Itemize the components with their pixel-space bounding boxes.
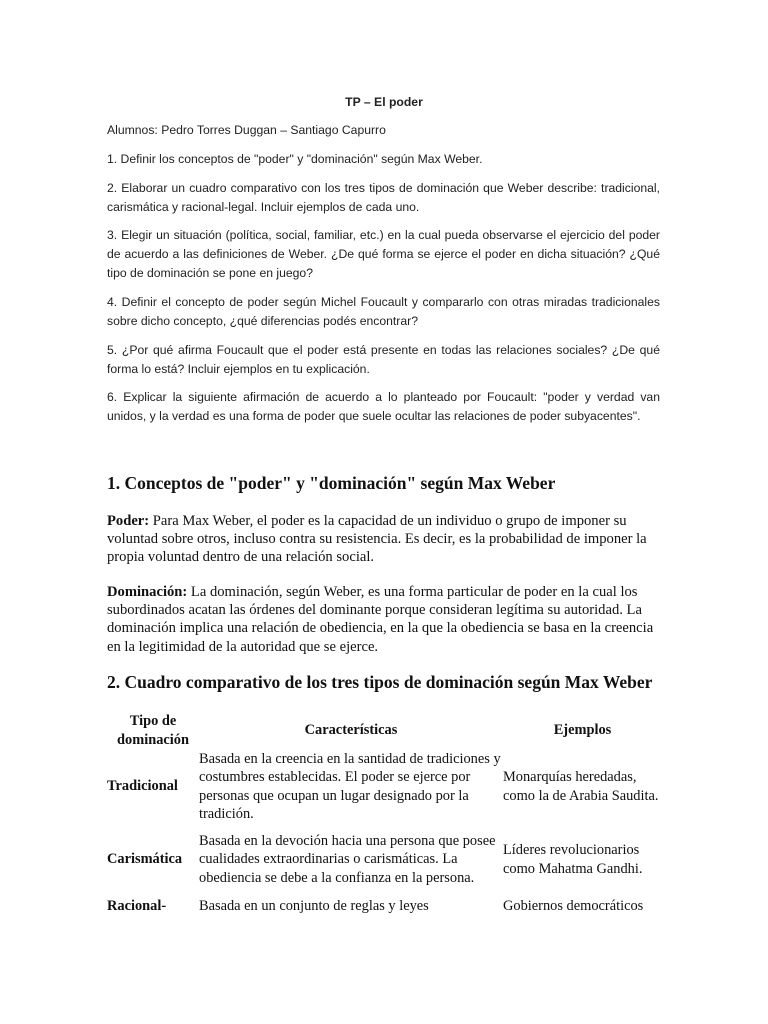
header-type: Tipo de dominación [117, 713, 189, 748]
dominacion-text: La dominación, según Weber, es una forma particular de poder en la cual los subordinados acatan las órdenes del dominante porque consideran legítima su autoridad. La dominación implica una relación de obediencia, en la que la obediencia se basa en la creencia en la legitimidad de la autoridad que se ejerce. [107, 584, 654, 655]
question-3: 3. Elegir un situación (política, social, familiar, etc.) en la cual pueda observarse el ejercicio del poder de acuerdo a las definiciones de Weber. ¿De qué forma se ejerce el poder en dicha situación? ¿Qué tipo de dominación se pone en juego? [107, 228, 660, 280]
document-title: TP – El poder [345, 95, 423, 109]
row-type: Racional- [107, 897, 167, 914]
students-line: Alumnos: Pedro Torres Duggan – Santiago Capurro [107, 123, 386, 137]
row-examples: Monarquías heredadas, como la de Arabia Saudita. [503, 769, 659, 804]
section-2-heading: 2. Cuadro comparativo de los tres tipos de dominación según Max Weber [107, 672, 653, 692]
section-1-heading: 1. Conceptos de "poder" y "dominación" según Max Weber [107, 473, 556, 493]
domination-comparison-table [107, 711, 662, 916]
question-1: 1. Definir los conceptos de "poder" y "dominación" según Max Weber. [107, 152, 483, 166]
table-row [107, 823, 662, 896]
row-features: Basada en la devoción hacia una persona que posee cualidades extraordinarias o carismáticas. La obediencia se debe a la confianza en la persona. [199, 833, 496, 886]
header-examples: Ejemplos [553, 722, 612, 739]
row-examples: Líderes revolucionarios como Mahatma Gandhi. [503, 842, 643, 877]
poder-text: Para Max Weber, el poder es la capacidad de un individuo o grupo de imponer su voluntad sobre otros, incluso contra su resistencia. Es decir, es la probabilidad de imponer la propia voluntad dentro de una relación social. [107, 513, 647, 566]
table-row [107, 896, 662, 916]
question-5: 5. ¿Por qué afirma Foucault que el poder está presente en todas las relaciones sociales? ¿De qué forma lo está? Incluir ejemplos en tu explicación. [107, 343, 660, 376]
row-features: Basada en la creencia en la santidad de tradiciones y costumbres establecidas. El poder se ejerce por personas que ocupan un lugar designado por la tradición. [199, 751, 501, 822]
dominacion-label: Dominación: [107, 584, 188, 600]
table-row [107, 750, 662, 823]
table-header-row [107, 711, 662, 750]
poder-paragraph [107, 512, 662, 567]
header-features: Características [304, 722, 398, 739]
row-type: Tradicional [107, 778, 178, 795]
question-4: 4. Definir el concepto de poder según Michel Foucault y compararlo con otras miradas tradicionales sobre dicho concepto, ¿qué diferencias podés encontrar? [107, 295, 660, 328]
question-2: 2. Elaborar un cuadro comparativo con los tres tipos de dominación que Weber describe: tradicional, carismática y racional-legal. Incluir ejemplos de cada uno. [107, 181, 660, 214]
row-examples: Gobiernos democráticos [503, 897, 644, 914]
dominacion-paragraph [107, 583, 662, 656]
poder-label: Poder: [107, 513, 150, 529]
question-6: 6. Explicar la siguiente afirmación de acuerdo a lo planteado por Foucault: "poder y verdad van unidos, y la verdad es una forma de poder que suele ocultar las relaciones de poder subyacentes". [107, 390, 660, 423]
row-features: Basada en un conjunto de reglas y leyes [199, 897, 429, 914]
row-type: Carismática [107, 851, 183, 868]
